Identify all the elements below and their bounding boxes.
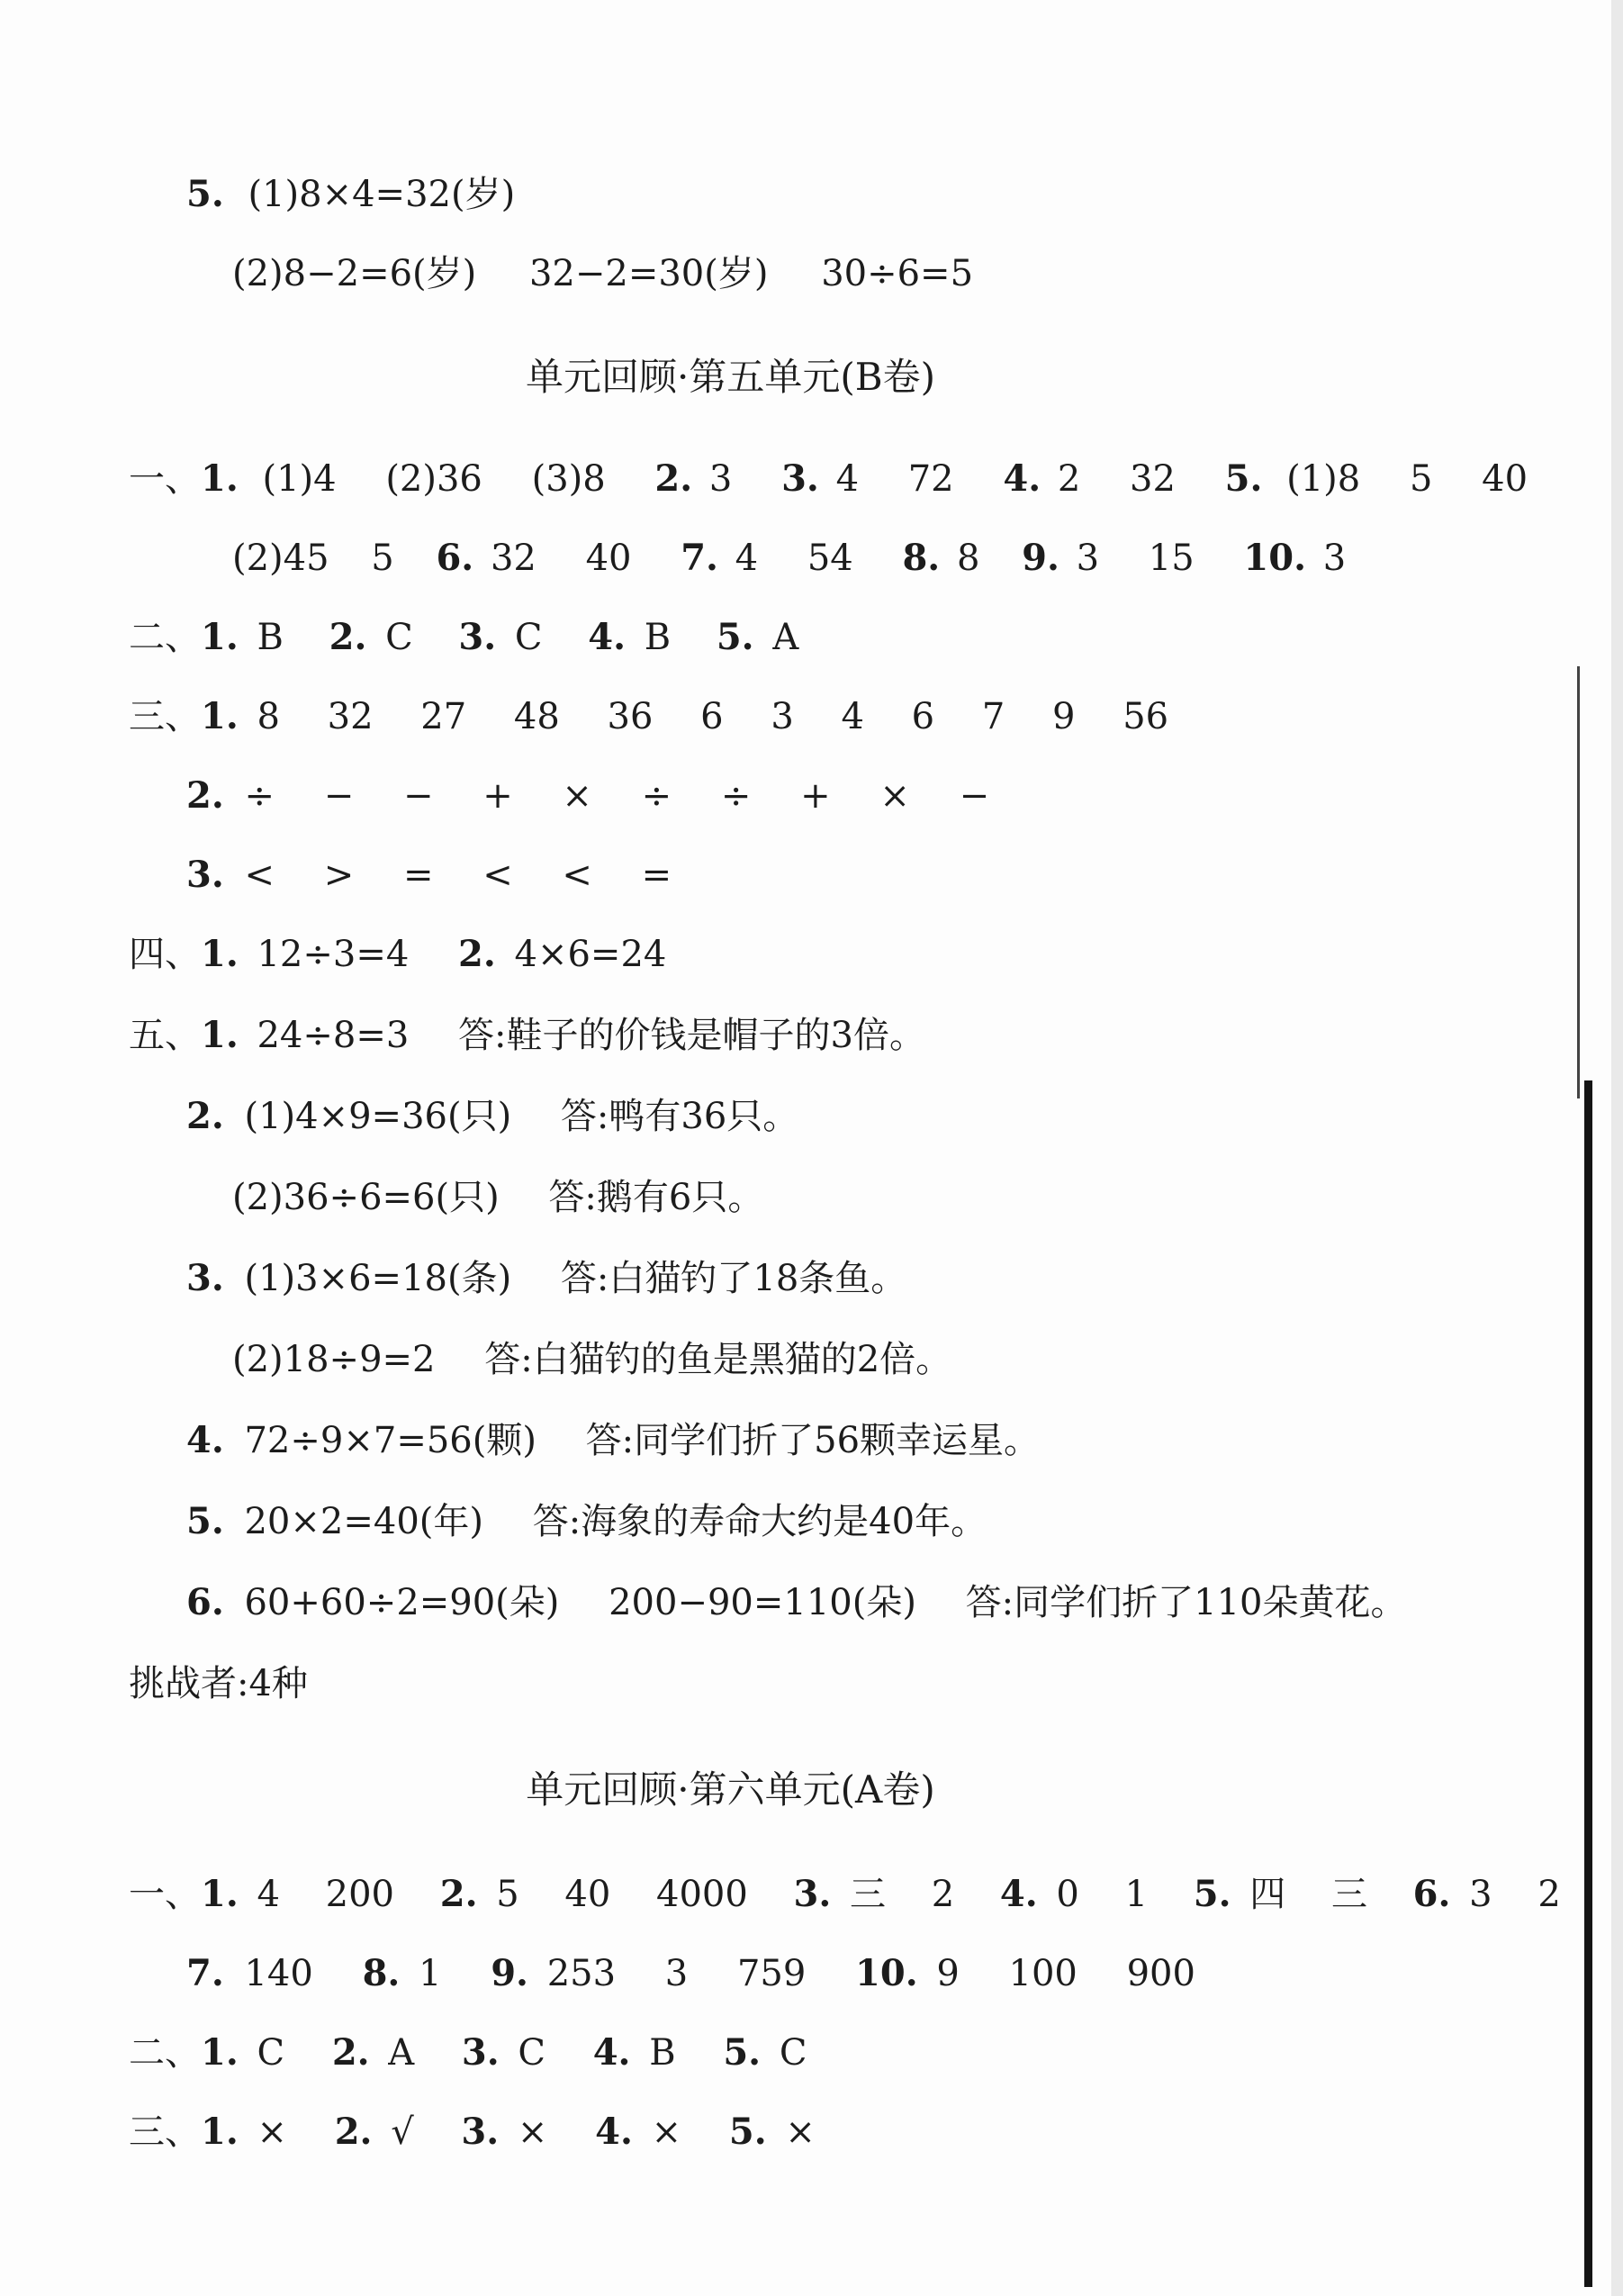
answer-text: 6. — [436, 537, 474, 579]
answer-text: 5. — [1224, 457, 1263, 500]
answer-text: 1. — [201, 695, 239, 737]
answer-text: 7. — [186, 1952, 224, 1994]
answer-line — [186, 1255, 906, 1302]
answer-text: 2. — [186, 1095, 224, 1137]
answer-text: C — [514, 617, 543, 658]
answer-text: √ — [391, 2111, 414, 2153]
answer-text: 答:同学们折了110朵黄花。 — [965, 1582, 1407, 1623]
answer-text: = — [641, 854, 672, 896]
answer-text: 7. — [681, 537, 718, 579]
answer-text: 9. — [491, 1952, 528, 1994]
answer-text: 3. — [461, 2031, 500, 2074]
answer-line — [129, 693, 1168, 740]
answer-text: 32−2=30(岁) — [528, 253, 769, 294]
answer-text: (3)8 — [531, 458, 606, 500]
answer-text: < — [244, 854, 275, 896]
answer-text: 4×6=24 — [514, 934, 667, 975]
answer-text: × — [562, 775, 592, 817]
answer-text: 200−90=110(朵) — [609, 1582, 916, 1623]
answer-text: 12÷3=4 — [257, 934, 410, 975]
answer-line — [129, 931, 666, 978]
section-title: 单元回顾·第六单元(A卷) — [526, 1767, 935, 1812]
answer-text: (1)8 — [1286, 458, 1361, 500]
answer-text: > — [323, 854, 355, 896]
answer-line — [186, 773, 989, 819]
answer-text: 8. — [362, 1952, 401, 1994]
answer-text: ÷ — [641, 775, 672, 817]
answer-text: 30÷6=5 — [821, 253, 974, 294]
answer-text: A — [388, 2032, 415, 2074]
answer-text: 四、 — [129, 934, 201, 975]
answer-line — [186, 852, 672, 899]
answer-text: (2)8−2=6(岁) — [232, 253, 477, 294]
answer-text: 15 — [1148, 538, 1195, 579]
answer-text: 48 — [513, 696, 560, 737]
scan-edge-bar — [1584, 1080, 1592, 2287]
answer-text: C — [257, 2032, 285, 2074]
answer-text: 5. — [716, 616, 754, 658]
answer-text: 二、 — [129, 2032, 201, 2074]
answer-text: 2. — [331, 2031, 370, 2074]
answer-text: 4 — [257, 1874, 280, 1915]
answer-text: 9 — [1052, 696, 1076, 737]
answer-text: 54 — [807, 538, 853, 579]
answer-text: 2. — [334, 2111, 373, 2153]
answer-line — [129, 1871, 1561, 1918]
answer-text: 1 — [419, 1953, 442, 1994]
answer-text: 3 — [1469, 1874, 1492, 1915]
answer-text: < — [562, 854, 592, 896]
answer-text: (2)45 — [232, 538, 329, 579]
answer-line — [129, 456, 1528, 502]
answer-text: 6. — [186, 1581, 224, 1623]
answer-line — [232, 1174, 763, 1221]
answer-text: 1. — [201, 2031, 239, 2074]
answer-text: 1. — [201, 933, 239, 975]
answer-text: < — [482, 854, 513, 896]
answer-text: 10. — [855, 1952, 918, 1994]
answer-text: 60+60÷2=90(朵) — [244, 1582, 560, 1623]
answer-text: 5 — [1409, 458, 1433, 500]
answer-text: B — [649, 2032, 676, 2074]
answer-text: 答:白猫钓的鱼是黑猫的2倍。 — [484, 1339, 952, 1380]
answer-text: 9 — [936, 1953, 960, 1994]
answer-text: + — [482, 775, 513, 817]
answer-line — [129, 614, 798, 661]
answer-line — [186, 1498, 987, 1545]
answer-line — [186, 1417, 1040, 1464]
answer-text: 5 — [496, 1874, 519, 1915]
answer-text: + — [800, 775, 831, 817]
answer-text: 答:鹅有6只。 — [548, 1177, 764, 1218]
answer-text: 答:白猫钓了18条鱼。 — [560, 1258, 907, 1299]
answer-line — [129, 1012, 925, 1059]
answer-text: 4. — [592, 2031, 631, 2074]
answer-text: (2)36 — [385, 458, 482, 500]
answer-text: 2. — [458, 933, 496, 975]
answer-text: 6. — [1412, 1873, 1451, 1915]
answer-line — [186, 1950, 1195, 1997]
answer-text: ÷ — [720, 775, 752, 817]
answer-line — [129, 2109, 816, 2156]
answer-text: − — [402, 775, 434, 817]
answer-text: 1 — [1124, 1874, 1149, 1915]
answer-text: (1)8×4=32(岁) — [248, 174, 516, 215]
answer-text: 3. — [781, 457, 819, 500]
answer-text: 32 — [1130, 458, 1176, 500]
answer-text: 4. — [1003, 457, 1041, 500]
answer-text: × — [517, 2111, 548, 2153]
answer-text: A — [772, 617, 799, 658]
answer-text: 五、 — [129, 1015, 201, 1056]
answer-line — [129, 2029, 807, 2076]
answer-text: 8. — [902, 537, 941, 579]
answer-line — [232, 535, 1346, 582]
answer-text: 5 — [371, 538, 394, 579]
answer-text: 2. — [186, 774, 224, 817]
answer-text: 4. — [999, 1873, 1038, 1915]
answer-text: 6 — [911, 696, 935, 737]
challenge-line: 挑战者:4种 — [129, 1663, 308, 1704]
answer-text: 三、 — [129, 2111, 201, 2153]
answer-text: 40 — [564, 1874, 611, 1915]
answer-text: 2. — [654, 457, 693, 500]
answer-text: 4000 — [656, 1874, 748, 1915]
answer-text: 2 — [1537, 1874, 1561, 1915]
answer-text: B — [257, 617, 284, 658]
answer-text: 5. — [186, 173, 224, 215]
answer-text: 4 — [735, 538, 759, 579]
answer-text: 72 — [907, 458, 954, 500]
answer-text: 40 — [1482, 458, 1528, 500]
answer-text: 4. — [186, 1419, 224, 1461]
answer-text: 三 — [850, 1874, 887, 1915]
answer-text: 100 — [1008, 1953, 1077, 1994]
answer-text: × — [651, 2111, 682, 2153]
answer-text: 0 — [1056, 1874, 1079, 1915]
answer-text: 72÷9×7=56(颗) — [244, 1420, 536, 1461]
answer-text: 253 — [546, 1953, 617, 1994]
answer-text: 140 — [244, 1953, 313, 1994]
answer-text: 36 — [607, 696, 654, 737]
answer-text: C — [779, 2032, 807, 2074]
answer-line — [186, 171, 515, 218]
answer-text: 7 — [981, 696, 1005, 737]
answer-text: 2 — [1057, 458, 1081, 500]
answer-text: 二、 — [129, 617, 201, 658]
section-title: 单元回顾·第五单元(B卷) — [526, 355, 935, 399]
answer-text: 一、 — [129, 458, 201, 500]
answer-text: × — [879, 775, 910, 817]
answer-text: 1. — [201, 1014, 239, 1056]
answer-text: 答:鞋子的价钱是帽子的3倍。 — [458, 1015, 925, 1056]
answer-text: = — [402, 854, 434, 896]
answer-text: 3. — [186, 1257, 224, 1299]
answer-text: 8 — [956, 538, 980, 579]
answer-text: (1)3×6=18(条) — [244, 1258, 512, 1299]
answer-text: 答:同学们折了56颗幸运星。 — [585, 1420, 1041, 1461]
answer-text: 三、 — [129, 696, 201, 737]
answer-text: 40 — [585, 538, 632, 579]
scan-edge-thin — [1577, 666, 1580, 1098]
answer-text: 5. — [186, 1500, 224, 1542]
answer-text: − — [959, 775, 990, 817]
answer-line — [186, 1093, 798, 1140]
answer-text: (1)4×9=36(只) — [244, 1096, 512, 1137]
answer-text: 2. — [439, 1873, 478, 1915]
answer-text: (2)36÷6=6(只) — [232, 1177, 500, 1218]
answer-text: (2)18÷9=2 — [232, 1339, 436, 1380]
answer-text: 一、 — [129, 1874, 201, 1915]
answer-text: 3 — [664, 1953, 689, 1994]
answer-text: 2. — [329, 616, 367, 658]
answer-text: 答:海象的寿命大约是40年。 — [532, 1501, 987, 1542]
answer-text: × — [785, 2111, 816, 2153]
answer-text: 三 — [1330, 1874, 1367, 1915]
answer-text: 8 — [257, 696, 280, 737]
answer-text: 32 — [327, 696, 374, 737]
answer-text: 3 — [771, 696, 794, 737]
answer-text: 900 — [1126, 1953, 1195, 1994]
answer-text: 2 — [931, 1874, 955, 1915]
answer-text: 759 — [736, 1953, 807, 1994]
answer-text: 32 — [490, 538, 536, 579]
answer-text: 6 — [700, 696, 724, 737]
answer-text: 1. — [201, 2111, 239, 2153]
answer-text: 3. — [793, 1873, 832, 1915]
answer-text: 5. — [728, 2111, 767, 2153]
answer-text: 5. — [723, 2031, 762, 2074]
answer-text: (1)4 — [262, 458, 337, 500]
answer-text: 3. — [461, 2111, 500, 2153]
answer-text: 1. — [201, 457, 239, 500]
answer-text: 答:鸭有36只。 — [560, 1096, 799, 1137]
page-edge-shadow — [1611, 0, 1623, 2296]
answer-text: C — [518, 2032, 546, 2074]
answer-text: 四 — [1249, 1874, 1286, 1915]
answer-text: 4. — [588, 616, 626, 658]
answer-text: 3 — [708, 458, 733, 500]
answer-text: 24÷8=3 — [257, 1015, 410, 1056]
answer-text: 1. — [201, 616, 239, 658]
answer-text: ÷ — [244, 775, 275, 817]
answer-text: 3 — [1076, 538, 1100, 579]
answer-text: 1. — [201, 1873, 239, 1915]
answer-text: 9. — [1022, 537, 1059, 579]
answer-text: 3 — [1322, 538, 1347, 579]
answer-text: 3. — [458, 616, 497, 658]
answer-text: × — [257, 2111, 287, 2153]
answer-text: 4. — [595, 2111, 633, 2153]
answer-text: 20×2=40(年) — [244, 1501, 483, 1542]
answer-line — [232, 250, 973, 297]
answer-text: C — [385, 617, 413, 658]
answer-text: 56 — [1123, 696, 1169, 737]
answer-text: B — [644, 617, 672, 658]
answer-text: 200 — [325, 1874, 395, 1915]
answer-text: 10. — [1243, 537, 1306, 579]
answer-text: 4 — [841, 696, 864, 737]
answer-line — [186, 1579, 1407, 1626]
answer-line — [232, 1336, 951, 1383]
answer-text: 27 — [420, 696, 467, 737]
answer-text: − — [323, 775, 355, 817]
answer-text: 3. — [186, 854, 224, 896]
answer-text: 4 — [835, 458, 860, 500]
answer-text: 5. — [1193, 1873, 1231, 1915]
